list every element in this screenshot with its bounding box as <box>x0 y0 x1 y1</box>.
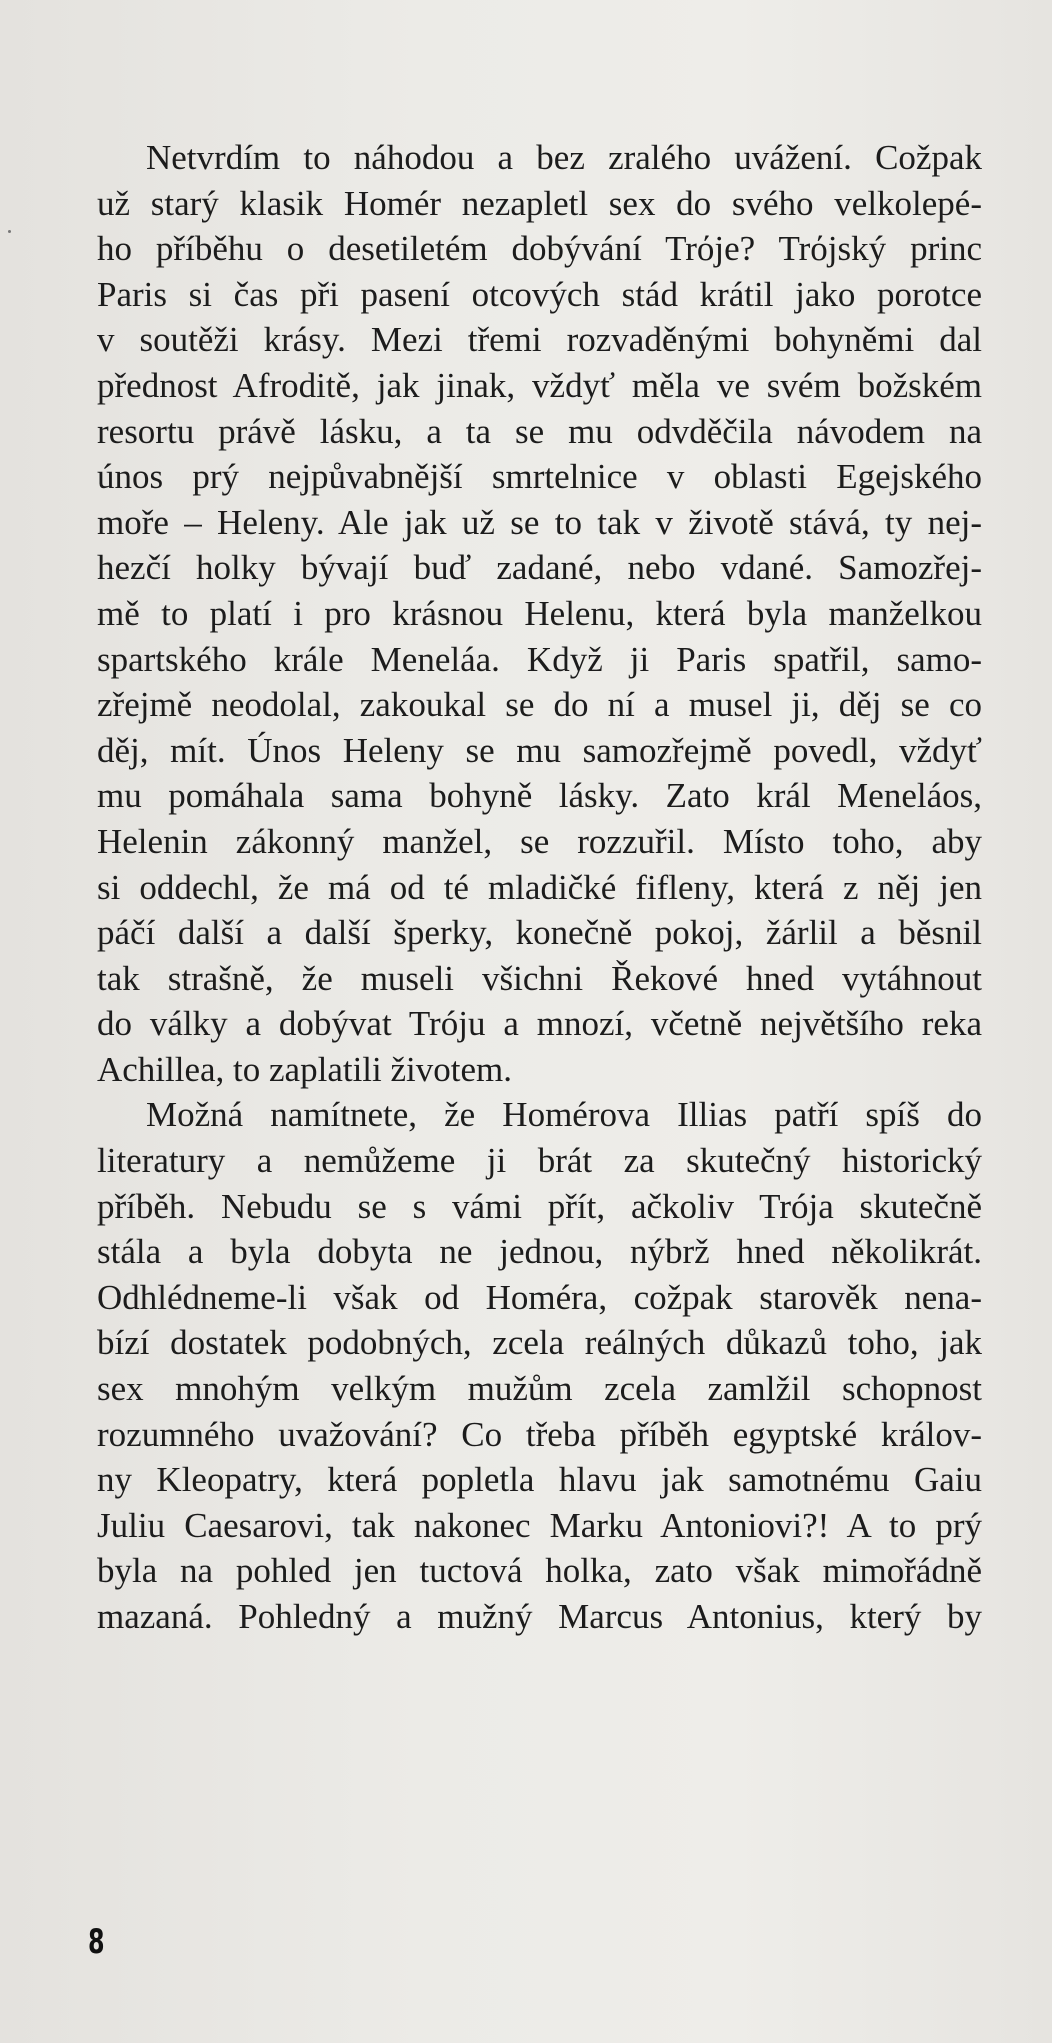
text-line: hezčí holky bývají buď zadané, nebo vdané. Samozřej- <box>97 548 982 588</box>
text-line: Helenin zákonný manžel, se rozzuřil. Místo toho, aby <box>97 821 982 861</box>
text-line: příběh. Nebudu se s vámi přít, ačkoliv Trója skutečně <box>97 1186 982 1226</box>
text-line: mazaná. Pohledný a mužný Marcus Antonius, který by <box>97 1597 982 1636</box>
text-line: zřejmě neodolal, zakoukal se do ní a musel ji, děj se co <box>97 685 982 725</box>
text-line: moře – Heleny. Ale jak už se to tak v životě stává, ty nej- <box>97 502 982 542</box>
text-line: děj, mít. Únos Heleny se mu samozřejmě povedl, vždyť <box>97 730 982 770</box>
text-line: sex mnohým velkým mužům zcela zamlžil schopnost <box>97 1369 982 1409</box>
text-line: bízí dostatek podobných, zcela reálných důkazů toho, jak <box>97 1323 982 1363</box>
text-line: ny Kleopatry, která popletla hlavu jak samotnému Gaiu <box>97 1460 982 1500</box>
page-number: 8 <box>88 1922 105 1962</box>
text-line: mu pomáhala sama bohyně lásky. Zato král Meneláos, <box>97 776 982 816</box>
text-line: únos prý nejpůvabnější smrtelnice v oblasti Egejského <box>97 457 982 497</box>
text-line: resortu právě lásku, a ta se mu odvděčila návodem na <box>97 411 982 451</box>
text-line: ho příběhu o desetiletém dobývání Trόje? Trόjský princ <box>97 229 982 269</box>
text-line: stála a byla dobyta ne jednou, nýbrž hned několikrát. <box>97 1232 982 1272</box>
text-line: byla na pohled jen tuctová holka, zato však mimořádně <box>97 1551 982 1591</box>
paragraph <box>97 135 982 1092</box>
text-line: Odhlédneme-li však od Homéra, cožpak starověk nena- <box>97 1277 982 1317</box>
text-line: přednost Afroditě, jak jinak, vždyť měla ve svém božském <box>97 365 982 405</box>
text-line: Netvrdím to náhodou a bez zralého uvážení. Cožpak <box>146 138 982 177</box>
text-line: páčí další a další šperky, konečně pokoj, žárlil a běsnil <box>97 913 982 953</box>
text-line: literatury a nemůžeme ji brát za skutečný historický <box>97 1141 982 1181</box>
paper-speck <box>8 230 11 233</box>
text-line: si oddechl, že má od té mladičké fifleny, která z něj jen <box>97 867 982 907</box>
text-line: Paris si čas při pasení otcových stád krátil jako porotce <box>97 274 982 314</box>
text-line: rozumného uvažování? Co třeba příběh egyptské králov- <box>97 1414 982 1454</box>
text-line: Možná namítnete, že Homérova Illias patří spíš do <box>146 1095 982 1135</box>
text-line: v soutěži krásy. Mezi třemi rozvaděnými bohyněmi dal <box>97 320 982 360</box>
text-line: tak strašně, že museli všichni Řekové hned vytáhnout <box>97 958 982 998</box>
text-line: Achillea, to zaplatili životem. <box>97 1049 512 1089</box>
text-line: Juliu Caesarovi, tak nakonec Marku Antoniovi?! A to prý <box>97 1505 982 1545</box>
text-line: mě to platí i pro krásnou Helenu, která byla manželkou <box>97 593 982 633</box>
text-line: do války a dobývat Tróju a mnozí, včetně největšího reka <box>97 1004 982 1044</box>
text-line: spartského krále Meneláa. Když ji Paris spatřil, samo- <box>97 639 982 679</box>
text-line: už starý klasik Homér nezapletl sex do svého velkolepé- <box>97 183 982 223</box>
paragraph <box>97 1092 982 1639</box>
body-text <box>97 135 982 1640</box>
